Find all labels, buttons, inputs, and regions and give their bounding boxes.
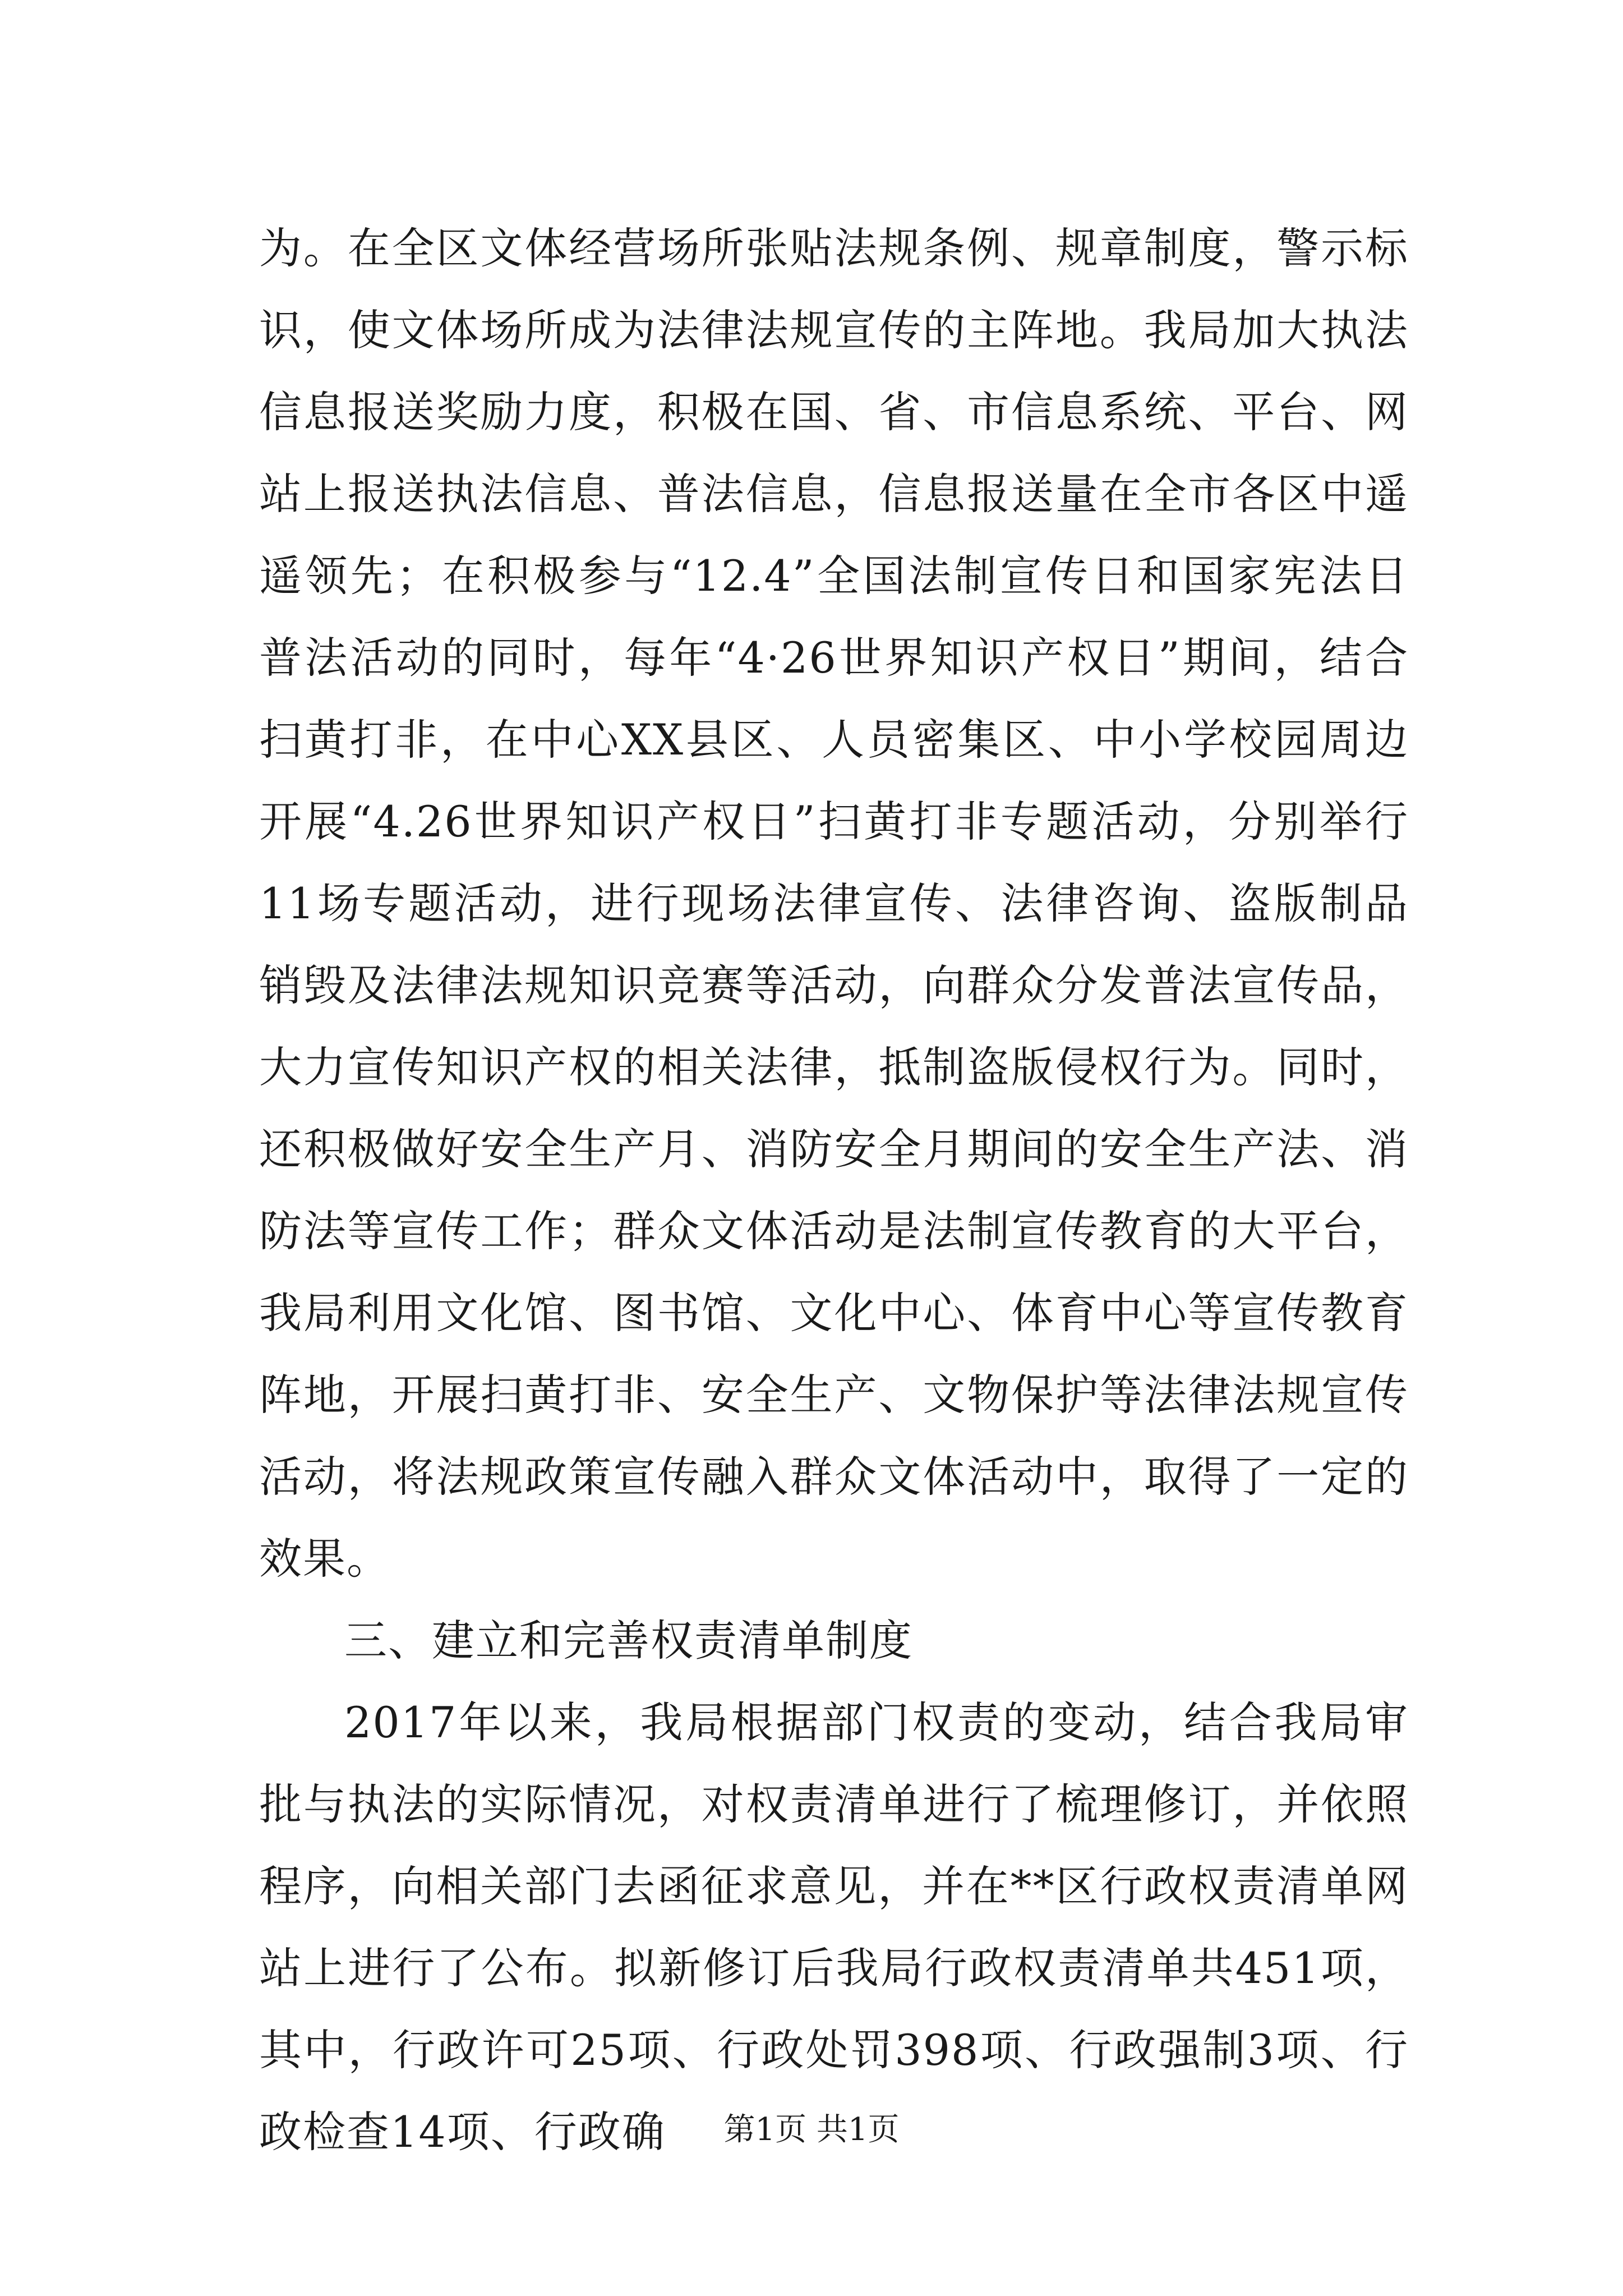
section-heading: 三、建立和完善权责清单制度 [344,1616,913,1665]
paragraph-section3: 2017年以来，我局根据部门权责的变动，结合我局审批与执法的实际情况，对权责清单进行了梳理修订，并依照程序，向相关部门去函征求意见，并在**区行政权责清单网站上进行了公布。拟新修订后我局行政权责清单共451项，其中，行政许可25项、行政处罚398项、行政强制3项、行政检查14项、行政确 [259,1697,1409,2157]
paragraph-continued: 为。在全区文体经营场所张贴法规条例、规章制度，警示标识，使文体场所成为法律法规宣传的主阵地。我局加大执法信息报送奖励力度，积极在国、省、市信息系统、平台、网站上报送执法信息、普法信息，信息报送量在全市各区中遥遥领先；在积极参与“12.4”全国法制宣传日和国家宪法日普法活动的同时，每年“4·26世界知识产权日”期间，结合扫黄打非，在中心XX县区、人员密集区、中小学校园周边开展“4.26世界知识产权日”扫黄打非专题活动，分别举行11场专题活动，进行现场法律宣传、法律咨询、盗版制品销毁及法律法规知识竞赛等活动，向群众分发普法宣传品，大力宣传知识产权的相关法律，抵制盗版侵权行为。同时，还积极做好安全生产月、消防安全月期间的安全生产法、消防法等宣传工作；群众文体活动是法制宣传教育的大平台，我局利用文化馆、图书馆、文化中心、体育中心等宣传教育阵地，开展扫黄打非、安全生产、文物保护等法律法规宣传活动，将法规政策宣传融入群众文体活动中，取得了一定的效果。 [259,223,1409,1584]
page-footer: 第1页 共1页 [723,2111,900,2148]
document-body [259,208,1409,2173]
